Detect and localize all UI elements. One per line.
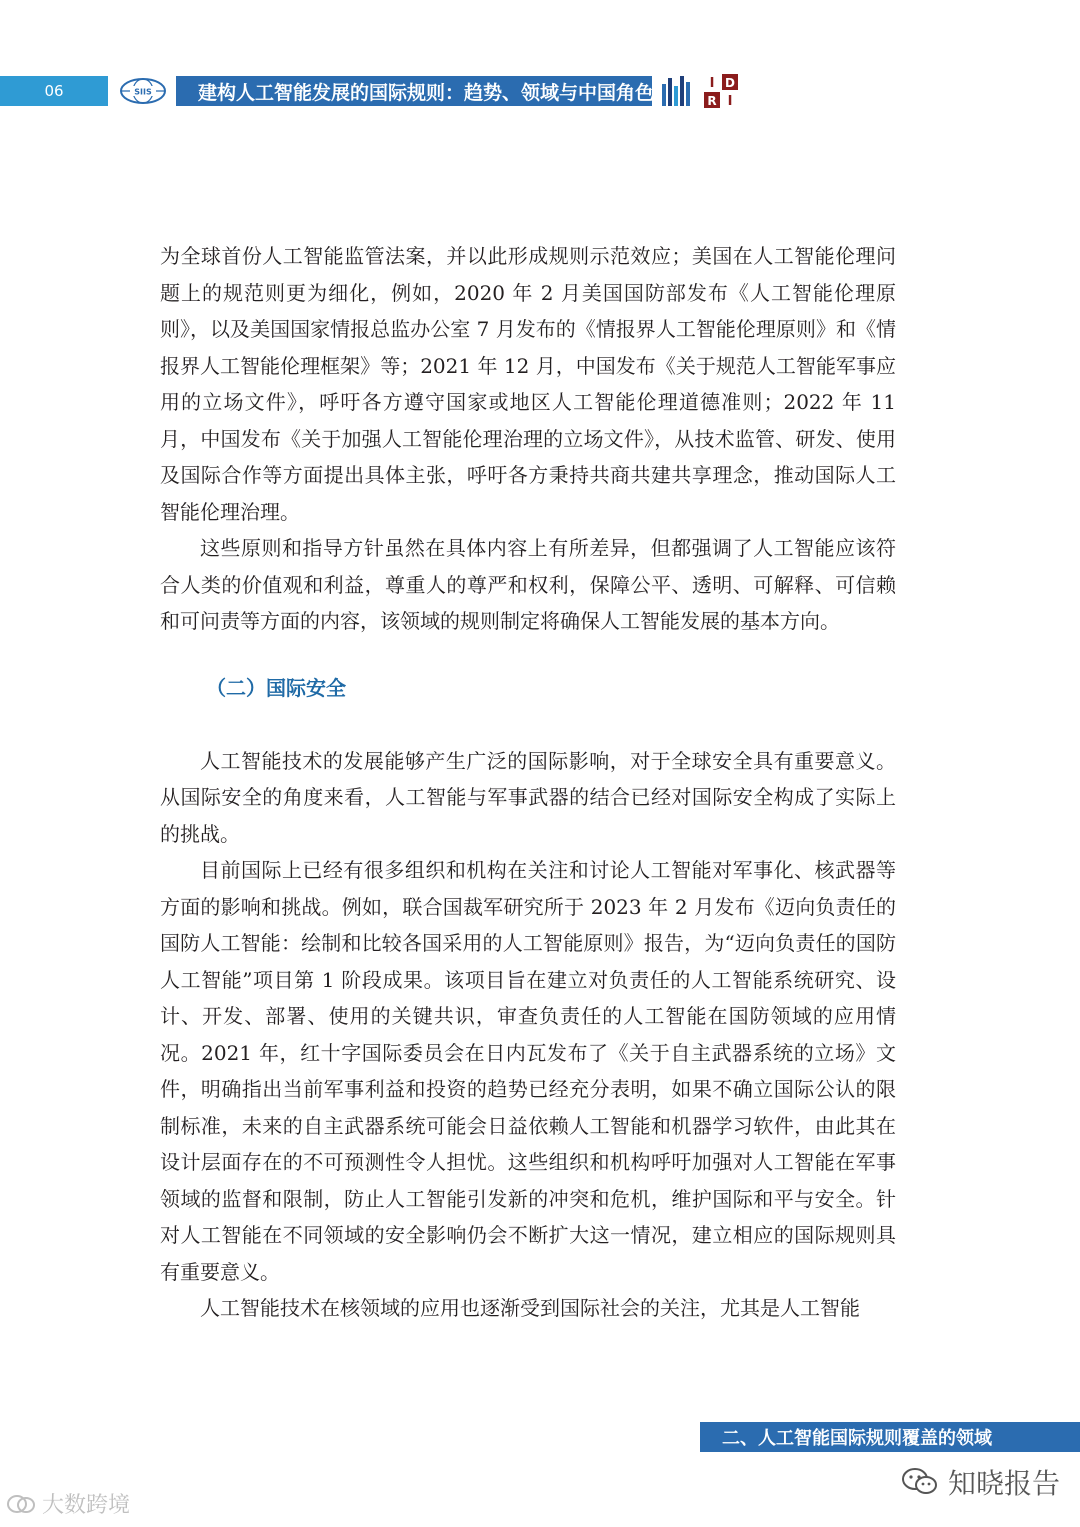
watermark-left [6, 1488, 130, 1519]
svg-text:I: I [709, 76, 715, 91]
paragraph-security-intro: 人工智能技术的发展能够产生广泛的国际影响，对于全球安全具有重要意义。从国际安全的角度来看，人工智能与军事武器的结合已经对国际安全构成了实际上的挑战。 [160, 748, 896, 846]
svg-text:SIIS: SIIS [134, 87, 152, 97]
paragraph-security-organizations: 目前国际上已经有很多组织和机构在关注和讨论人工智能对军事化、核武器等方面的影响和挑战。例如，联合国裁军研究所于 2023 年 2 月发布《迈向负责任的国防人工智能：绘制和比较各国采用的人工智能原则》报告，为“迈向负责任的国防人工智能”项目第 1 阶段成果。该项目旨在建立对负责任的人工智能系统研究、设计、开发、部署、使用的关键共识，审查负责任的人工智能在国防领域的应用情况。2021 年，红十字国际委员会在日内瓦发布了《关于自主武器系统的立场》文件，明确指出当前军事利益和投资的趋势已经充分表明，如果不确立国际公认的限制标准，未来的自主武器系统可能会日益依赖人工智能和机器学习软件，由此其在设计层面存在的不可预测性令人担忧。这些组织和机构呼吁加强对人工智能在军事领域的监督和限制，防止人工智能引发新的冲突和危机，维护国际和平与安全。针对人工智能在不同领域的安全影响仍会不断扩大这一情况，建立相应的国际规则具有重要意义。 [160, 858, 896, 1284]
siis-globe-logo-icon [118, 77, 168, 105]
watermark-left-text: 大数跨境 [42, 1493, 131, 1518]
paragraph-ethics-summary: 这些原则和指导方针虽然在具体内容上有所差异，但都强调了人工智能应该符合人类的价值观和利益，尊重人的尊严和权利，保障公平、透明、可解释、可信赖和可问责等方面的内容，该领域的规则制定将确保人工智能发展的基本方向。 [160, 536, 896, 633]
footer-section-label: 二、人工智能国际规则覆盖的领域 [700, 1422, 1080, 1452]
paragraph-ethics-continued: 为全球首份人工智能监管法案，并以此形成规则示范效应；美国在人工智能伦理问题上的规范则更为细化，例如，2020 年 2 月美国国防部发布《人工智能伦理原则》，以及美国国家情报总监办公室 7 月发布的《情报界人工智能伦理原则》和《情报界人工智能伦理框架》等；2021 年 12 月，中国发布《关于规范人工智能军事应用的立场文件》，呼吁各方遵守国家或地区人工智能伦理道德准则；2022 年 11 月，中国发布《关于加强人工智能伦理治理的立场文件》，从技术监管、研发、使用及国际合作等方面提出具体主张，呼吁各方秉持共商共建共享理念，推动国际人工智能伦理治理。 [160, 244, 896, 524]
svg-text:I: I [727, 94, 733, 108]
watermark-chat-icon [6, 1493, 36, 1515]
paragraph-nuclear: 人工智能技术在核领域的应用也逐渐受到国际社会的关注，尤其是人工智能 [200, 1296, 860, 1320]
svg-text:D: D [725, 76, 735, 90]
wechat-icon [900, 1466, 940, 1498]
watermark-right-text: 知晓报告 [948, 1467, 1061, 1500]
document-title: 建构人工智能发展的国际规则：趋势、领域与中国角色 [176, 76, 652, 106]
page-header [0, 76, 1080, 106]
idri-logo-icon [704, 74, 740, 108]
main-content [160, 238, 896, 1327]
watermark-right [900, 1462, 1060, 1502]
section-heading: （二）国际安全 [206, 675, 346, 700]
bar-graph-logo-icon [660, 74, 694, 108]
page-number: 06 [0, 76, 108, 106]
svg-text:R: R [707, 94, 717, 108]
